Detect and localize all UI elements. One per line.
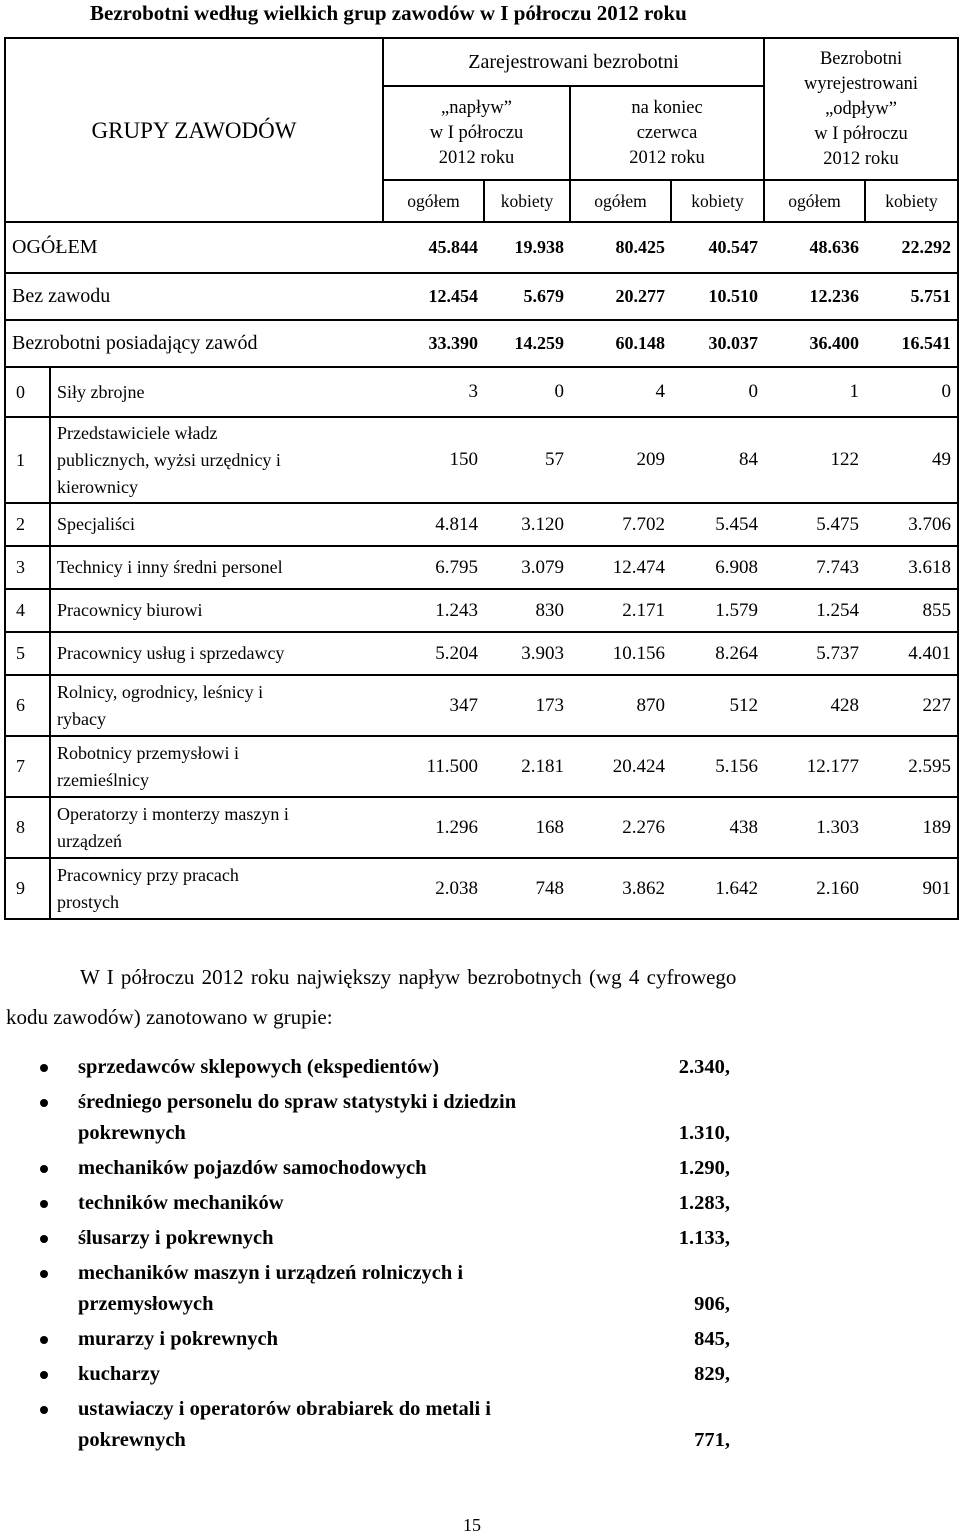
group-code: 5: [5, 632, 50, 675]
table-row: [5, 797, 958, 858]
table-cell: 3.618: [865, 546, 958, 589]
table-cell: 33.390: [383, 320, 484, 367]
paragraph-line: kodu zawodów) zanotowano w grupie:: [6, 1005, 333, 1029]
table-cell: 4.401: [865, 632, 958, 675]
bullet-icon: [40, 1406, 48, 1414]
table-cell: 830: [484, 589, 570, 632]
row-label: OGÓŁEM: [5, 222, 383, 273]
table-cell: 855: [865, 589, 958, 632]
table-cell: 5.454: [671, 503, 764, 546]
table-cell: 347: [383, 675, 484, 736]
group-code: 2: [5, 503, 50, 546]
list-item: ustawiaczy i operatorów obrabiarek do metali i pokrewnych 771,: [40, 1394, 740, 1456]
table-cell: 1.296: [383, 797, 484, 858]
table-cell: 5.679: [484, 273, 570, 320]
table-cell: 60.148: [570, 320, 671, 367]
table-cell: 209: [570, 417, 671, 503]
table-cell: 2.181: [484, 736, 570, 797]
table-cell: 4.814: [383, 503, 484, 546]
table-cell: 168: [484, 797, 570, 858]
table-cell: 80.425: [570, 222, 671, 273]
deregistered-header: Bezrobotni wyrejestrowani „odpływ” w I półroczu 2012 roku: [764, 38, 958, 180]
table-cell: 173: [484, 675, 570, 736]
bullet-icon: [40, 1371, 48, 1379]
table-cell: 438: [671, 797, 764, 858]
group-label: Przedstawiciele władz publicznych, wyżsi urzędnicy i kierownicy: [50, 417, 383, 503]
table-cell: 10.510: [671, 273, 764, 320]
group-label: Pracownicy przy pracach prostych: [50, 858, 383, 919]
table-cell: 12.474: [570, 546, 671, 589]
bullet-icon: [40, 1099, 48, 1107]
table-cell: 48.636: [764, 222, 865, 273]
table-cell: 7.743: [764, 546, 865, 589]
group-label: Pracownicy usług i sprzedawcy: [50, 632, 383, 675]
group-label: Rolnicy, ogrodnicy, leśnicy i rybacy: [50, 675, 383, 736]
table-cell: 16.541: [865, 320, 958, 367]
table-cell: 1.254: [764, 589, 865, 632]
paragraph-line: W I półroczu 2012 roku największy napływ bezrobotnych (wg 4 cyfrowego: [80, 965, 737, 989]
summary-row: [5, 222, 958, 273]
row-label: Bezrobotni posiadający zawód: [5, 320, 383, 367]
table-cell: 7.702: [570, 503, 671, 546]
table-row: [5, 632, 958, 675]
table-cell: 3.903: [484, 632, 570, 675]
summary-row: [5, 273, 958, 320]
row-label: Bez zawodu: [5, 273, 383, 320]
group-code: 1: [5, 417, 50, 503]
table-cell: 5.156: [671, 736, 764, 797]
table-cell: 5.737: [764, 632, 865, 675]
table-cell: 8.264: [671, 632, 764, 675]
table-cell: 19.938: [484, 222, 570, 273]
bullet-icon: [40, 1270, 48, 1278]
table-row: [5, 367, 958, 417]
table-cell: 49: [865, 417, 958, 503]
table-cell: 2.595: [865, 736, 958, 797]
page-number: 15: [463, 1515, 481, 1535]
table-cell: 1: [764, 367, 865, 417]
list-item: średniego personelu do spraw statystyki i dziedzin pokrewnych 1.310,: [40, 1087, 740, 1149]
table-row: [5, 417, 958, 503]
inflow-header: „napływ” w I półroczu 2012 roku: [383, 86, 570, 180]
list-item: sprzedawców sklepowych (ekspedientów) 2.340,: [40, 1052, 740, 1083]
table-row: [5, 503, 958, 546]
sub-header-total: ogółem: [764, 180, 865, 222]
table-cell: 20.424: [570, 736, 671, 797]
summary-row: [5, 320, 958, 367]
group-code: 3: [5, 546, 50, 589]
table-cell: 3.706: [865, 503, 958, 546]
sub-header-total: ogółem: [570, 180, 671, 222]
table-cell: 2.171: [570, 589, 671, 632]
table-cell: 45.844: [383, 222, 484, 273]
group-label: Technicy i inny średni personel: [50, 546, 383, 589]
registered-header: Zarejestrowani bezrobotni: [383, 38, 764, 86]
page-title: Bezrobotni według wielkich grup zawodów w I półroczu 2012 roku: [90, 1, 687, 25]
table-cell: 4: [570, 367, 671, 417]
bullet-icon: [40, 1336, 48, 1344]
group-label: Pracownicy biurowi: [50, 589, 383, 632]
table-cell: 10.156: [570, 632, 671, 675]
table-row: [5, 858, 958, 919]
table-cell: 2.276: [570, 797, 671, 858]
group-label: Specjaliści: [50, 503, 383, 546]
table-cell: 11.500: [383, 736, 484, 797]
table-cell: 1.642: [671, 858, 764, 919]
table-cell: 30.037: [671, 320, 764, 367]
group-label: Siły zbrojne: [50, 367, 383, 417]
table-cell: 1.303: [764, 797, 865, 858]
table-cell: 150: [383, 417, 484, 503]
group-code: 9: [5, 858, 50, 919]
table-cell: 3.079: [484, 546, 570, 589]
table-cell: 0: [671, 367, 764, 417]
table-row: [5, 589, 958, 632]
table-cell: 12.177: [764, 736, 865, 797]
table-cell: 3.862: [570, 858, 671, 919]
endjune-header: na koniec czerwca 2012 roku: [570, 86, 764, 180]
group-code: 0: [5, 367, 50, 417]
list-item: techników mechaników 1.283,: [40, 1188, 740, 1219]
table-cell: 22.292: [865, 222, 958, 273]
table-cell: 12.454: [383, 273, 484, 320]
list-item: ślusarzy i pokrewnych 1.133,: [40, 1223, 740, 1254]
table-cell: 12.236: [764, 273, 865, 320]
sub-header-women: kobiety: [671, 180, 764, 222]
table-cell: 512: [671, 675, 764, 736]
sub-header-women: kobiety: [865, 180, 958, 222]
group-label: Operatorzy i monterzy maszyn i urządzeń: [50, 797, 383, 858]
table-cell: 1.579: [671, 589, 764, 632]
table-cell: 1.243: [383, 589, 484, 632]
group-code: 8: [5, 797, 50, 858]
table-cell: 0: [484, 367, 570, 417]
table-cell: 6.795: [383, 546, 484, 589]
table-cell: 5.204: [383, 632, 484, 675]
bullet-icon: [40, 1165, 48, 1173]
table-cell: 36.400: [764, 320, 865, 367]
table-cell: 748: [484, 858, 570, 919]
table-cell: 428: [764, 675, 865, 736]
group-code: 4: [5, 589, 50, 632]
table-cell: 227: [865, 675, 958, 736]
table-cell: 189: [865, 797, 958, 858]
table-cell: 84: [671, 417, 764, 503]
table-cell: 5.475: [764, 503, 865, 546]
list-item: kucharzy 829,: [40, 1359, 740, 1390]
table-row: [5, 675, 958, 736]
top-occupations-list: [40, 1052, 740, 1460]
group-label: Robotnicy przemysłowi i rzemieślnicy: [50, 736, 383, 797]
table-cell: 0: [865, 367, 958, 417]
list-item: murarzy i pokrewnych 845,: [40, 1324, 740, 1355]
occupations-table: [4, 37, 959, 920]
table-row: [5, 546, 958, 589]
table-cell: 901: [865, 858, 958, 919]
groups-header: GRUPY ZAWODÓW: [5, 38, 383, 222]
table-cell: 20.277: [570, 273, 671, 320]
table-row: [5, 736, 958, 797]
group-code: 7: [5, 736, 50, 797]
table-cell: 2.038: [383, 858, 484, 919]
table-cell: 3.120: [484, 503, 570, 546]
table-cell: 2.160: [764, 858, 865, 919]
summary-paragraph: [6, 957, 941, 1037]
group-code: 6: [5, 675, 50, 736]
bullet-icon: [40, 1235, 48, 1243]
table-cell: 5.751: [865, 273, 958, 320]
table-cell: 870: [570, 675, 671, 736]
sub-header-women: kobiety: [484, 180, 570, 222]
bullet-icon: [40, 1200, 48, 1208]
table-cell: 122: [764, 417, 865, 503]
table-cell: 3: [383, 367, 484, 417]
table-cell: 14.259: [484, 320, 570, 367]
sub-header-total: ogółem: [383, 180, 484, 222]
table-cell: 6.908: [671, 546, 764, 589]
table-cell: 57: [484, 417, 570, 503]
bullet-icon: [40, 1064, 48, 1072]
table-cell: 40.547: [671, 222, 764, 273]
list-item: mechaników pojazdów samochodowych 1.290,: [40, 1153, 740, 1184]
list-item: mechaników maszyn i urządzeń rolniczych i przemysłowych 906,: [40, 1258, 740, 1320]
